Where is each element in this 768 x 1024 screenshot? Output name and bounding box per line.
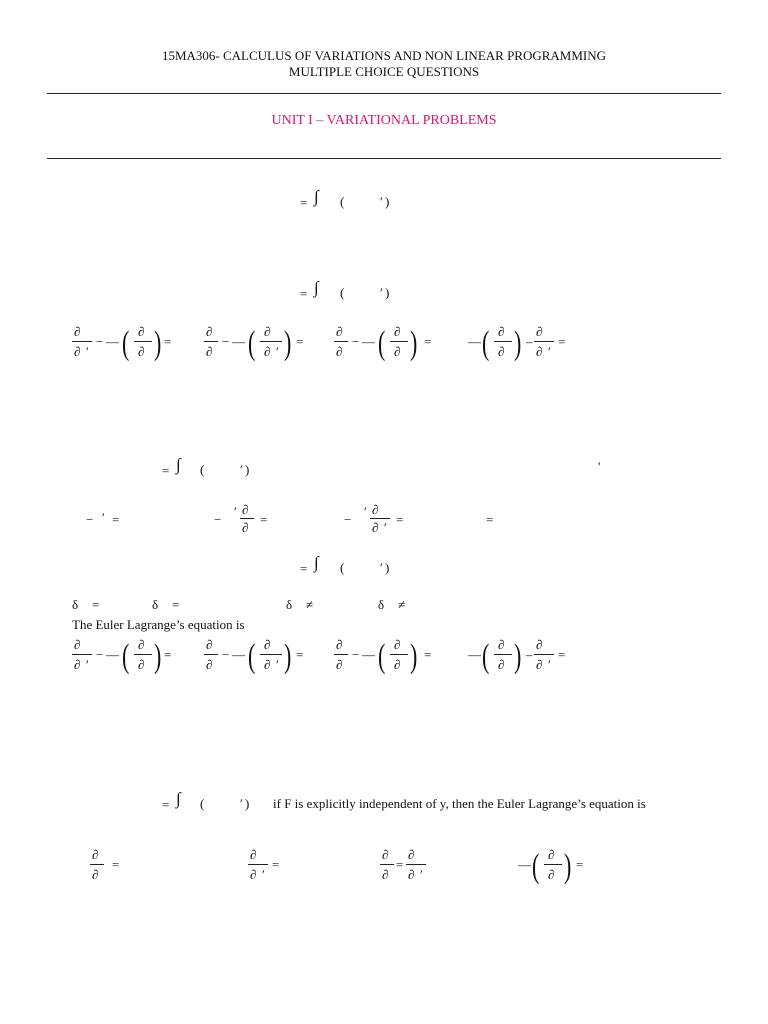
- left-paren: (: [248, 322, 256, 362]
- equals-sign: =: [300, 195, 308, 210]
- delta-symbol: δ: [378, 597, 385, 612]
- prime-mark: ′: [420, 867, 423, 882]
- integral-sign: ∫: [314, 553, 319, 572]
- fraction-bar: [240, 518, 254, 519]
- right-paren: ): [410, 635, 418, 675]
- prime-mark: ′: [380, 285, 383, 300]
- partial-symbol: ∂: [336, 324, 343, 339]
- dash-mark: —: [468, 647, 481, 662]
- partial-symbol: ∂: [372, 502, 379, 517]
- minus-sign: −: [96, 334, 104, 349]
- left-paren: (: [122, 322, 130, 362]
- partial-symbol: ∂: [372, 520, 379, 535]
- fraction-bar: [204, 654, 218, 655]
- partial-symbol: ∂: [382, 847, 389, 862]
- partial-symbol: ∂: [206, 657, 213, 672]
- partial-symbol: ∂: [206, 324, 213, 339]
- left-paren: (: [200, 462, 205, 477]
- partial-symbol: ∂: [498, 637, 505, 652]
- equals-sign: =: [486, 512, 494, 527]
- minus-sign: −: [214, 512, 222, 527]
- equals-sign: =: [558, 334, 566, 349]
- option-c[interactable]: [334, 322, 444, 365]
- right-paren: ): [385, 285, 390, 300]
- question-4-stem: The Euler Lagrange’s equation is: [72, 617, 245, 632]
- fraction-bar: [72, 654, 92, 655]
- minus-sign: −: [86, 512, 94, 527]
- equals-sign: =: [272, 857, 280, 872]
- partial-symbol: ∂: [394, 324, 401, 339]
- equals-sign: =: [296, 334, 304, 349]
- dash-mark: —: [232, 647, 245, 662]
- right-paren: ): [564, 845, 572, 885]
- delta-option-row: [72, 598, 432, 614]
- equals-sign: =: [164, 647, 172, 662]
- right-paren: ): [514, 635, 522, 675]
- partial-symbol: ∂: [394, 657, 401, 672]
- fraction-bar: [334, 654, 348, 655]
- option-b[interactable]: [204, 635, 314, 678]
- option-c[interactable]: [344, 503, 424, 539]
- fraction-bar: [204, 341, 218, 342]
- equals-sign: =: [424, 647, 432, 662]
- course-title: 15MA306- CALCULUS OF VARIATIONS AND NON LINEAR PROGRAMMING: [161, 48, 607, 63]
- option-d[interactable]: [518, 845, 588, 888]
- document-subtitle: MULTIPLE CHOICE QUESTIONS: [288, 64, 480, 79]
- partial-symbol: ∂: [138, 637, 145, 652]
- partial-symbol: ∂: [74, 344, 81, 359]
- dash-mark: —: [518, 857, 531, 872]
- integral-sign: ∫: [314, 187, 319, 206]
- fraction-bar: [370, 518, 390, 519]
- equals-sign: =: [162, 463, 170, 478]
- partial-symbol: ∂: [548, 867, 555, 882]
- prime-mark: ′: [548, 657, 551, 672]
- delta-symbol: δ: [152, 597, 159, 612]
- minus-sign: −: [352, 334, 360, 349]
- partial-symbol: ∂: [336, 637, 343, 652]
- partial-symbol: ∂: [264, 324, 271, 339]
- partial-symbol: ∂: [536, 344, 543, 359]
- prime-mark: ′: [86, 344, 89, 359]
- question-5-condition: if F is explicitly independent of y, then the Euler Lagrange’s equation is: [273, 796, 646, 811]
- fraction-bar: [494, 341, 512, 342]
- right-paren: ): [410, 322, 418, 362]
- minus-sign: −: [352, 647, 360, 662]
- fraction-bar: [260, 654, 282, 655]
- partial-symbol: ∂: [394, 637, 401, 652]
- minus-sign: –: [526, 334, 533, 349]
- prime-mark: ′: [380, 560, 383, 575]
- option-row-a: [72, 322, 612, 365]
- equals-sign: =: [396, 512, 404, 527]
- equals-sign: =: [396, 857, 404, 872]
- option-row-b: [86, 503, 506, 539]
- partial-symbol: ∂: [264, 344, 271, 359]
- minus-sign: –: [526, 647, 533, 662]
- partial-symbol: ∂: [92, 867, 99, 882]
- option-d[interactable]: [468, 322, 588, 365]
- dash-mark: —: [468, 334, 481, 349]
- prime-mark: ′: [102, 510, 105, 525]
- prime-mark: ′: [548, 344, 551, 359]
- equals-sign: =: [92, 597, 100, 612]
- left-paren: (: [340, 194, 345, 209]
- partial-symbol: ∂: [498, 324, 505, 339]
- partial-symbol: ∂: [264, 657, 271, 672]
- partial-symbol: ∂: [336, 344, 343, 359]
- minus-sign: −: [96, 647, 104, 662]
- partial-symbol: ∂: [336, 657, 343, 672]
- unit-title: UNIT I – VARIATIONAL PROBLEMS: [271, 113, 497, 128]
- right-paren: ): [245, 462, 250, 477]
- partial-symbol: ∂: [74, 637, 81, 652]
- stray-apostrophe: ': [598, 459, 601, 474]
- equals-sign: =: [162, 797, 170, 812]
- partial-symbol: ∂: [394, 344, 401, 359]
- prime-mark: ′: [234, 504, 237, 519]
- fraction-bar: [72, 341, 92, 342]
- equals-sign: =: [576, 857, 584, 872]
- dash-mark: —: [232, 334, 245, 349]
- left-paren: (: [340, 560, 345, 575]
- right-paren: ): [154, 322, 162, 362]
- right-paren: ): [284, 322, 292, 362]
- prime-mark: ′: [380, 194, 383, 209]
- equals-sign: =: [424, 334, 432, 349]
- partial-symbol: ∂: [548, 847, 555, 862]
- left-paren: (: [340, 285, 345, 300]
- partial-symbol: ∂: [264, 637, 271, 652]
- minus-sign: −: [222, 334, 230, 349]
- left-paren: (: [122, 635, 130, 675]
- right-paren: ): [385, 560, 390, 575]
- equals-sign: =: [300, 286, 308, 301]
- partial-symbol: ∂: [242, 502, 249, 517]
- partial-symbol: ∂: [250, 867, 257, 882]
- right-paren: ): [385, 194, 390, 209]
- partial-symbol: ∂: [408, 867, 415, 882]
- fraction-bar: [534, 654, 554, 655]
- partial-symbol: ∂: [92, 847, 99, 862]
- integral-sign: ∫: [314, 278, 319, 297]
- prime-mark: ′: [276, 657, 279, 672]
- option-a[interactable]: [86, 503, 136, 539]
- dash-mark: —: [106, 334, 119, 349]
- right-paren: ): [245, 796, 250, 811]
- option-a[interactable]: [72, 635, 182, 678]
- partial-symbol: ∂: [138, 657, 145, 672]
- minus-sign: −: [344, 512, 352, 527]
- right-paren: ): [514, 322, 522, 362]
- fraction-bar: [534, 341, 554, 342]
- partial-symbol: ∂: [408, 847, 415, 862]
- partial-symbol: ∂: [250, 847, 257, 862]
- integral-sign: ∫: [176, 455, 181, 474]
- dash-mark: —: [106, 647, 119, 662]
- option-c[interactable]: [380, 848, 440, 888]
- fraction-bar: [248, 864, 268, 865]
- equals-sign: =: [112, 857, 120, 872]
- partial-symbol: ∂: [242, 520, 249, 535]
- partial-symbol: ∂: [206, 637, 213, 652]
- right-paren: ): [154, 635, 162, 675]
- equals-sign: =: [300, 561, 308, 576]
- prime-mark: ′: [262, 867, 265, 882]
- prime-mark: ′: [240, 796, 243, 811]
- delta-symbol: δ: [286, 597, 293, 612]
- partial-symbol: ∂: [536, 324, 543, 339]
- partial-symbol: ∂: [138, 344, 145, 359]
- option-b[interactable]: [204, 322, 314, 365]
- delta-symbol: δ: [72, 597, 79, 612]
- fraction-bar: [134, 654, 152, 655]
- left-paren: (: [378, 635, 386, 675]
- equals-sign: =: [112, 512, 120, 527]
- minus-sign: −: [222, 647, 230, 662]
- option-row-c: [72, 635, 612, 678]
- equals-sign: =: [296, 647, 304, 662]
- fraction-bar: [134, 341, 152, 342]
- dash-mark: —: [362, 647, 375, 662]
- equals-sign: =: [164, 334, 172, 349]
- left-paren: (: [482, 322, 490, 362]
- left-paren: (: [200, 796, 205, 811]
- fraction-bar: [380, 864, 394, 865]
- fraction-bar: [90, 864, 104, 865]
- prime-mark: ′: [240, 462, 243, 477]
- partial-symbol: ∂: [138, 324, 145, 339]
- prime-mark: ′: [276, 344, 279, 359]
- not-equal-sign: ≠: [306, 597, 314, 612]
- fraction-bar: [494, 654, 512, 655]
- prime-mark: ′: [364, 504, 367, 519]
- partial-symbol: ∂: [74, 657, 81, 672]
- partial-symbol: ∂: [536, 657, 543, 672]
- left-paren: (: [482, 635, 490, 675]
- not-equal-sign: ≠: [398, 597, 406, 612]
- integral-sign: ∫: [176, 789, 181, 808]
- fraction-bar: [334, 341, 348, 342]
- option-d[interactable]: [468, 635, 588, 678]
- fraction-bar: [544, 864, 562, 865]
- prime-mark: ′: [86, 657, 89, 672]
- left-paren: (: [248, 635, 256, 675]
- option-a[interactable]: [90, 848, 130, 888]
- left-paren: (: [532, 845, 540, 885]
- partial-symbol: ∂: [74, 324, 81, 339]
- equals-sign: =: [260, 512, 268, 527]
- option-a[interactable]: [72, 322, 182, 365]
- partial-symbol: ∂: [536, 637, 543, 652]
- equals-sign: =: [558, 647, 566, 662]
- partial-symbol: ∂: [382, 867, 389, 882]
- fraction-bar: [260, 341, 282, 342]
- option-b[interactable]: [214, 503, 284, 539]
- unit-divider: [47, 158, 721, 159]
- right-paren: ): [284, 635, 292, 675]
- equals-sign: =: [172, 597, 180, 612]
- header-divider: [47, 93, 721, 94]
- partial-symbol: ∂: [498, 344, 505, 359]
- partial-symbol: ∂: [498, 657, 505, 672]
- partial-symbol: ∂: [206, 344, 213, 359]
- option-c[interactable]: [334, 635, 444, 678]
- dash-mark: —: [362, 334, 375, 349]
- option-d[interactable]: [484, 503, 504, 539]
- fraction-bar: [390, 341, 408, 342]
- fraction-bar: [390, 654, 408, 655]
- left-paren: (: [378, 322, 386, 362]
- option-row-d: [90, 845, 590, 888]
- option-b[interactable]: [248, 848, 288, 888]
- prime-mark: ′: [384, 520, 387, 535]
- fraction-bar: [406, 864, 426, 865]
